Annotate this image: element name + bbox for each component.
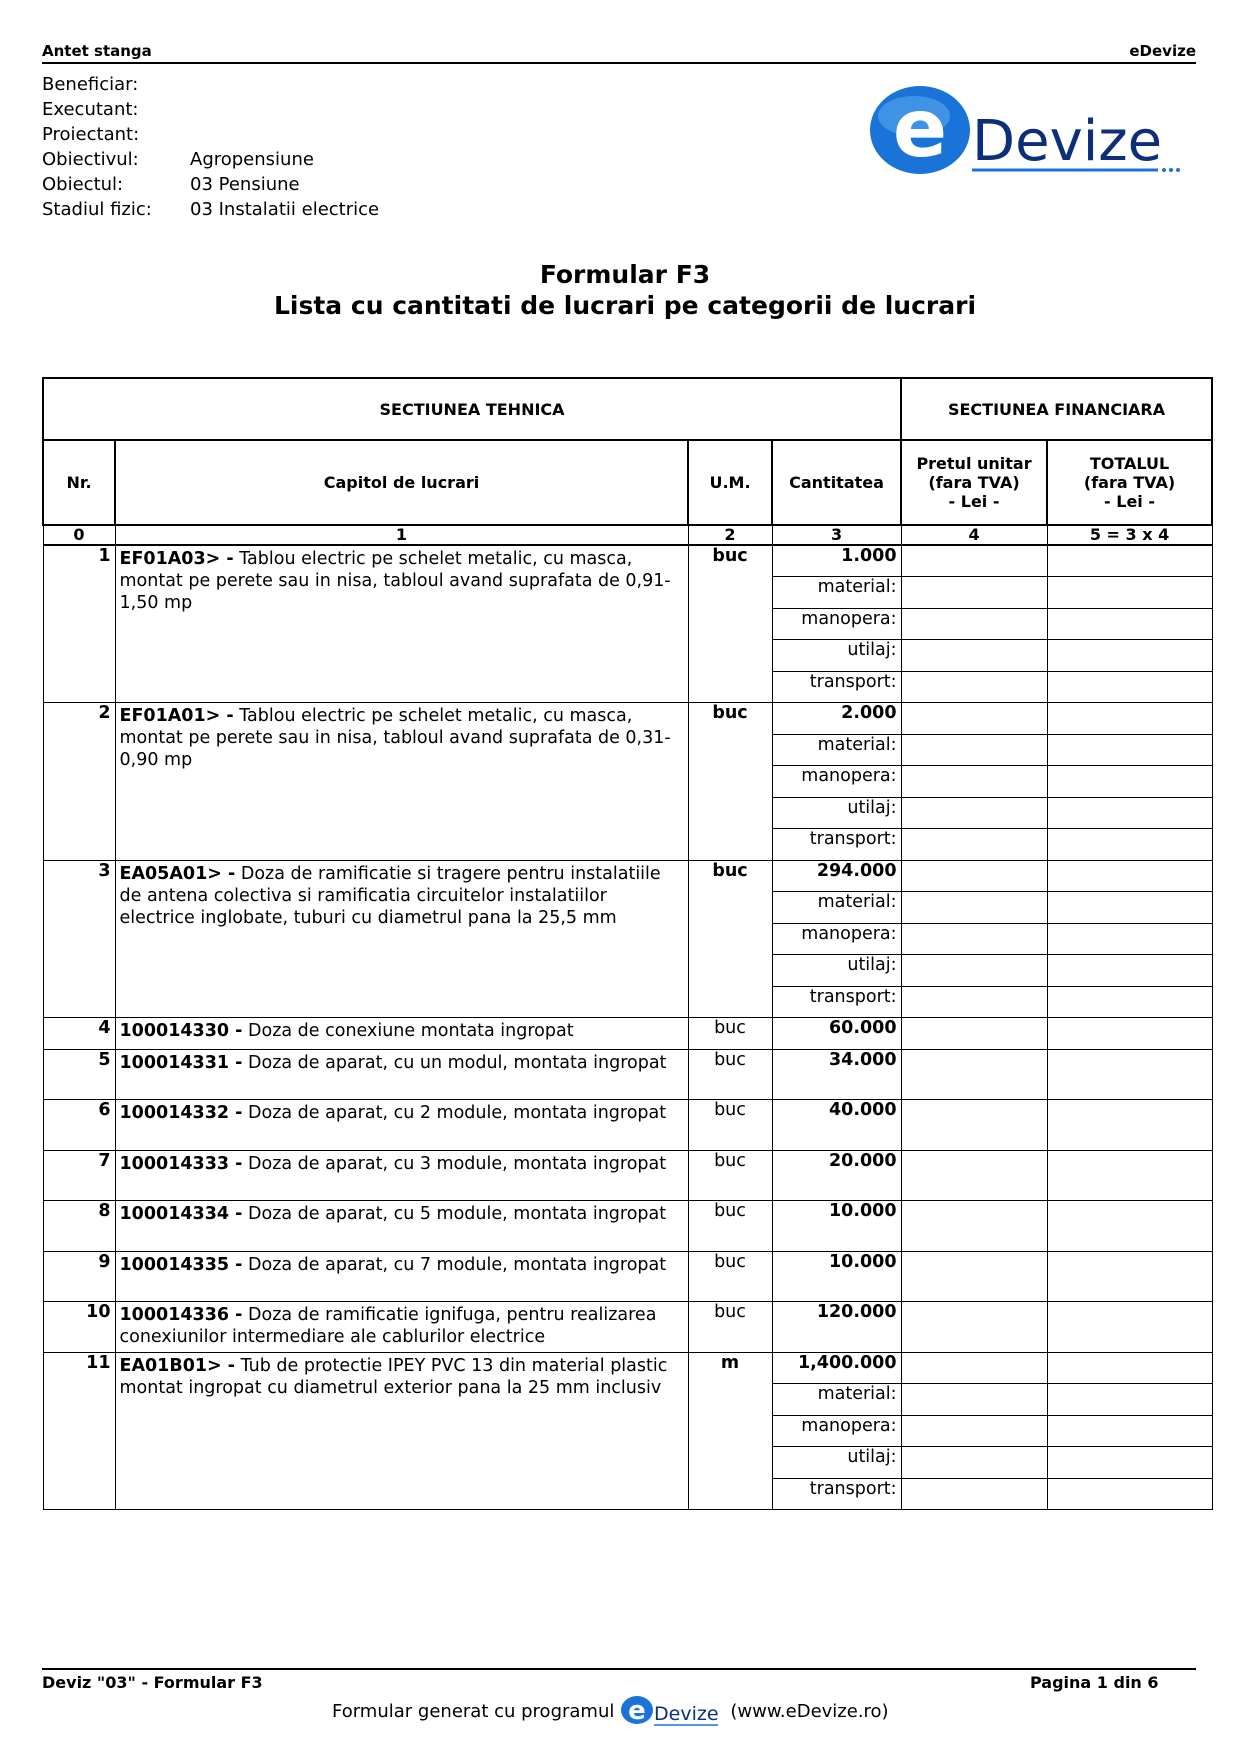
total-cell <box>1047 1100 1212 1151</box>
item-unit: buc <box>688 545 772 703</box>
item-number: 5 <box>43 1049 115 1100</box>
item-quantity: 34.000 <box>772 1049 901 1100</box>
total-cell <box>1047 734 1212 766</box>
form-title: Formular F3 <box>539 260 711 289</box>
info-value: 03 Instalatii electrice <box>190 199 380 220</box>
item-unit: buc <box>688 1049 772 1100</box>
item-number: 2 <box>43 703 115 861</box>
unit-price-cell <box>901 955 1047 987</box>
unit-price-cell <box>901 1150 1047 1201</box>
total-cell <box>1047 1018 1212 1050</box>
item-code: 100014335 - <box>119 1254 243 1275</box>
total-cell <box>1047 671 1212 703</box>
unit-price-cell <box>901 1018 1047 1050</box>
logo-letter: e <box>892 82 948 175</box>
cost-component-label: utilaj: <box>772 955 901 987</box>
total-cell <box>1047 860 1212 892</box>
unit-price-cell <box>901 640 1047 672</box>
section-tehnica: SECTIUNEA TEHNICA <box>43 378 901 440</box>
unit-price-cell <box>901 1302 1047 1353</box>
cost-component-label: transport: <box>772 1478 901 1510</box>
total-cell <box>1047 1201 1212 1252</box>
item-quantity: 1.000 <box>772 545 901 577</box>
item-quantity: 294.000 <box>772 860 901 892</box>
info-row-obiectivul <box>42 147 379 172</box>
section-financiara: SECTIUNEA FINANCIARA <box>901 378 1212 440</box>
col-pret-unitar <box>901 440 1047 525</box>
project-info <box>42 72 379 222</box>
unit-price-cell <box>901 1447 1047 1479</box>
info-value: Agropensiune <box>190 149 314 170</box>
cost-component-label: transport: <box>772 671 901 703</box>
item-number: 10 <box>43 1302 115 1353</box>
index-cell: 4 <box>901 525 1047 545</box>
cost-component-label: transport: <box>772 829 901 861</box>
col-totalul <box>1047 440 1212 525</box>
cost-component-label: material: <box>772 1384 901 1416</box>
total-cell <box>1047 640 1212 672</box>
item-code: 100014331 - <box>119 1052 243 1073</box>
total-cell <box>1047 923 1212 955</box>
index-row <box>43 525 1212 545</box>
total-cell <box>1047 1415 1212 1447</box>
item-unit: buc <box>688 1251 772 1302</box>
item-number: 6 <box>43 1100 115 1151</box>
item-code: 100014336 - <box>119 1305 243 1325</box>
total-cell <box>1047 1352 1212 1384</box>
item-unit: buc <box>688 1150 772 1201</box>
cost-component-label: manopera: <box>772 608 901 640</box>
unit-price-cell <box>901 545 1047 577</box>
generated-by-text: Formular generat cu programul <box>332 1700 615 1722</box>
form-subtitle: Lista cu cantitati de lucrari pe categorii de lucrari <box>273 291 977 320</box>
index-cell: 5 = 3 x 4 <box>1047 525 1212 545</box>
cost-component-label: utilaj: <box>772 797 901 829</box>
info-label: Obiectul: <box>42 174 124 195</box>
col-um: U.M. <box>688 440 772 525</box>
total-cell <box>1047 829 1212 861</box>
item-quantity: 2.000 <box>772 703 901 735</box>
item-text: Doza de ramificatie ignifuga, pentru realizarea conexiunilor intermediare ale cablurilor electrice <box>119 1305 657 1347</box>
footer-left-text: Deviz "03" - Formular F3 <box>42 1673 263 1692</box>
item-quantity: 1,400.000 <box>772 1352 901 1384</box>
unit-price-cell <box>901 1384 1047 1416</box>
mini-logo-letter: e <box>628 1696 647 1726</box>
total-cell <box>1047 986 1212 1018</box>
section-header-row <box>43 378 1212 440</box>
unit-price-cell <box>901 986 1047 1018</box>
info-row-stadiul <box>42 197 379 222</box>
item-unit: buc <box>688 860 772 1018</box>
info-label: Proiectant: <box>42 124 140 145</box>
total-cell <box>1047 797 1212 829</box>
header-right-text: eDevize <box>1129 42 1196 60</box>
cost-component-label: material: <box>772 734 901 766</box>
total-cell <box>1047 1251 1212 1302</box>
table-row <box>43 703 1212 735</box>
total-cell <box>1047 955 1212 987</box>
total-cell <box>1047 1384 1212 1416</box>
item-number: 11 <box>43 1352 115 1510</box>
item-code: 100014333 - <box>119 1153 243 1174</box>
table-row <box>43 1251 1212 1302</box>
item-description <box>115 1302 688 1353</box>
item-description <box>115 1049 688 1100</box>
total-cell <box>1047 1302 1212 1353</box>
unit-price-cell <box>901 860 1047 892</box>
col-pret-line: - Lei - <box>948 492 1000 511</box>
cost-component-label: utilaj: <box>772 640 901 672</box>
item-number: 7 <box>43 1150 115 1201</box>
col-total-line: TOTALUL <box>1089 454 1170 473</box>
column-header-row <box>43 440 1212 525</box>
item-text: Tablou electric pe schelet metalic, cu masca, montat pe perete sau in nisa, tabloul avand suprafata de 0,91-1,50 mp <box>119 549 671 613</box>
item-unit: m <box>688 1352 772 1510</box>
index-cell: 3 <box>772 525 901 545</box>
page-header <box>42 42 1196 64</box>
item-quantity: 20.000 <box>772 1150 901 1201</box>
item-code: 100014334 - <box>119 1204 243 1224</box>
info-row-executant <box>42 97 379 122</box>
info-label: Beneficiar: <box>42 74 139 95</box>
unit-price-cell <box>901 1201 1047 1252</box>
unit-price-cell <box>901 608 1047 640</box>
logo-text: Devize <box>972 109 1163 174</box>
unit-price-cell <box>901 766 1047 798</box>
item-code: EA01B01> - <box>119 1355 236 1376</box>
item-text: Doza de aparat, cu 7 module, montata ingropat <box>248 1254 667 1275</box>
edevize-logo <box>868 80 1198 180</box>
unit-price-cell <box>901 577 1047 609</box>
item-unit: buc <box>688 1201 772 1252</box>
item-description <box>115 1018 688 1050</box>
item-unit: buc <box>688 1302 772 1353</box>
unit-price-cell <box>901 671 1047 703</box>
index-cell: 1 <box>115 525 688 545</box>
item-text: Doza de aparat, cu 5 module, montata ingropat <box>248 1204 667 1224</box>
item-description <box>115 703 688 861</box>
item-number: 1 <box>43 545 115 703</box>
table-row <box>43 1201 1212 1252</box>
index-cell: 0 <box>43 525 115 545</box>
item-description <box>115 1201 688 1252</box>
col-nr: Nr. <box>43 440 115 525</box>
table-row <box>43 1150 1212 1201</box>
total-cell <box>1047 1049 1212 1100</box>
index-cell: 2 <box>688 525 772 545</box>
table-row <box>43 1100 1212 1151</box>
item-number: 9 <box>43 1251 115 1302</box>
item-code: EF01A01> - <box>119 706 234 726</box>
item-description <box>115 1150 688 1201</box>
item-unit: buc <box>688 703 772 861</box>
total-cell <box>1047 577 1212 609</box>
col-pret-line: Pretul unitar <box>916 454 1032 473</box>
generated-by <box>332 1694 889 1728</box>
info-label: Obiectivul: <box>42 149 139 170</box>
table-row <box>43 545 1212 577</box>
item-text: Doza de aparat, cu 3 module, montata ingropat <box>248 1153 667 1174</box>
item-text: Doza de aparat, cu 2 module, montata ingropat <box>248 1103 667 1123</box>
total-cell <box>1047 1150 1212 1201</box>
item-number: 3 <box>43 860 115 1018</box>
table-row <box>43 1018 1212 1050</box>
item-code: EA05A01> - <box>119 863 236 884</box>
unit-price-cell <box>901 1251 1047 1302</box>
col-cantitatea: Cantitatea <box>772 440 901 525</box>
item-number: 4 <box>43 1018 115 1050</box>
item-text: Doza de aparat, cu un modul, montata ingropat <box>248 1052 667 1073</box>
item-text: Tub de protectie IPEY PVC 13 din material plastic montat ingropat cu diametrul exterior pana la 25 mm inclusiv <box>119 1355 668 1398</box>
item-text: Doza de ramificatie si tragere pentru instalatiile de antena colectiva si ramificatia circuitelor instalatiilor electrice inglobate, tuburi cu diametrul pana la 25,5 mm <box>119 863 661 928</box>
col-total-line: (fara TVA) <box>1083 473 1176 492</box>
item-description <box>115 1251 688 1302</box>
item-code: 100014332 - <box>119 1103 243 1123</box>
cost-component-label: manopera: <box>772 766 901 798</box>
unit-price-cell <box>901 1352 1047 1384</box>
table-row <box>43 1049 1212 1100</box>
total-cell <box>1047 545 1212 577</box>
table-row <box>43 860 1212 892</box>
cost-component-label: manopera: <box>772 1415 901 1447</box>
col-pret-line: (fara TVA) <box>928 473 1020 492</box>
cost-component-label: utilaj: <box>772 1447 901 1479</box>
info-row-proiectant <box>42 122 379 147</box>
item-text: Tablou electric pe schelet metalic, cu masca, montat pe perete sau in nisa, tabloul avand suprafata de 0,31-0,90 mp <box>119 706 671 770</box>
unit-price-cell <box>901 1049 1047 1100</box>
unit-price-cell <box>901 892 1047 924</box>
total-cell <box>1047 892 1212 924</box>
total-cell <box>1047 703 1212 735</box>
cost-component-label: manopera: <box>772 923 901 955</box>
item-code: EF01A03> - <box>119 549 234 569</box>
info-row-obiectul <box>42 172 379 197</box>
item-unit: buc <box>688 1100 772 1151</box>
unit-price-cell <box>901 1100 1047 1151</box>
unit-price-cell <box>901 797 1047 829</box>
info-label: Executant: <box>42 99 139 120</box>
cost-component-label: material: <box>772 577 901 609</box>
item-quantity: 60.000 <box>772 1018 901 1050</box>
unit-price-cell <box>901 923 1047 955</box>
table-row <box>43 1352 1212 1384</box>
footer-divider <box>42 1668 1196 1670</box>
edevize-mini-logo <box>620 1694 724 1728</box>
unit-price-cell <box>901 829 1047 861</box>
total-cell <box>1047 608 1212 640</box>
item-unit: buc <box>688 1018 772 1050</box>
info-label: Stadiul fizic: <box>42 199 152 220</box>
item-description <box>115 1352 688 1510</box>
item-text: Doza de conexiune montata ingropat <box>248 1021 574 1041</box>
item-quantity: 120.000 <box>772 1302 901 1353</box>
cost-component-label: transport: <box>772 986 901 1018</box>
info-row-beneficiar <box>42 72 379 97</box>
col-total-line: - Lei - <box>1104 492 1155 511</box>
item-quantity: 10.000 <box>772 1251 901 1302</box>
item-description <box>115 860 688 1018</box>
total-cell <box>1047 1447 1212 1479</box>
cost-component-label: material: <box>772 892 901 924</box>
quantities-table <box>42 377 1213 1510</box>
unit-price-cell <box>901 1478 1047 1510</box>
unit-price-cell <box>901 1415 1047 1447</box>
total-cell <box>1047 1478 1212 1510</box>
item-description <box>115 545 688 703</box>
item-quantity: 40.000 <box>772 1100 901 1151</box>
header-left-text: Antet stanga <box>42 42 152 60</box>
unit-price-cell <box>901 734 1047 766</box>
table-row <box>43 1302 1212 1353</box>
generated-by-url: (www.eDevize.ro) <box>730 1700 889 1722</box>
info-value: 03 Pensiune <box>190 174 300 195</box>
footer-page-number: Pagina 1 din 6 <box>1030 1673 1159 1692</box>
total-cell <box>1047 766 1212 798</box>
mini-logo-text: Devize <box>654 1703 719 1725</box>
col-capitol: Capitol de lucrari <box>115 440 688 525</box>
item-number: 8 <box>43 1201 115 1252</box>
item-description <box>115 1100 688 1151</box>
item-code: 100014330 - <box>119 1021 243 1041</box>
item-quantity: 10.000 <box>772 1201 901 1252</box>
unit-price-cell <box>901 703 1047 735</box>
